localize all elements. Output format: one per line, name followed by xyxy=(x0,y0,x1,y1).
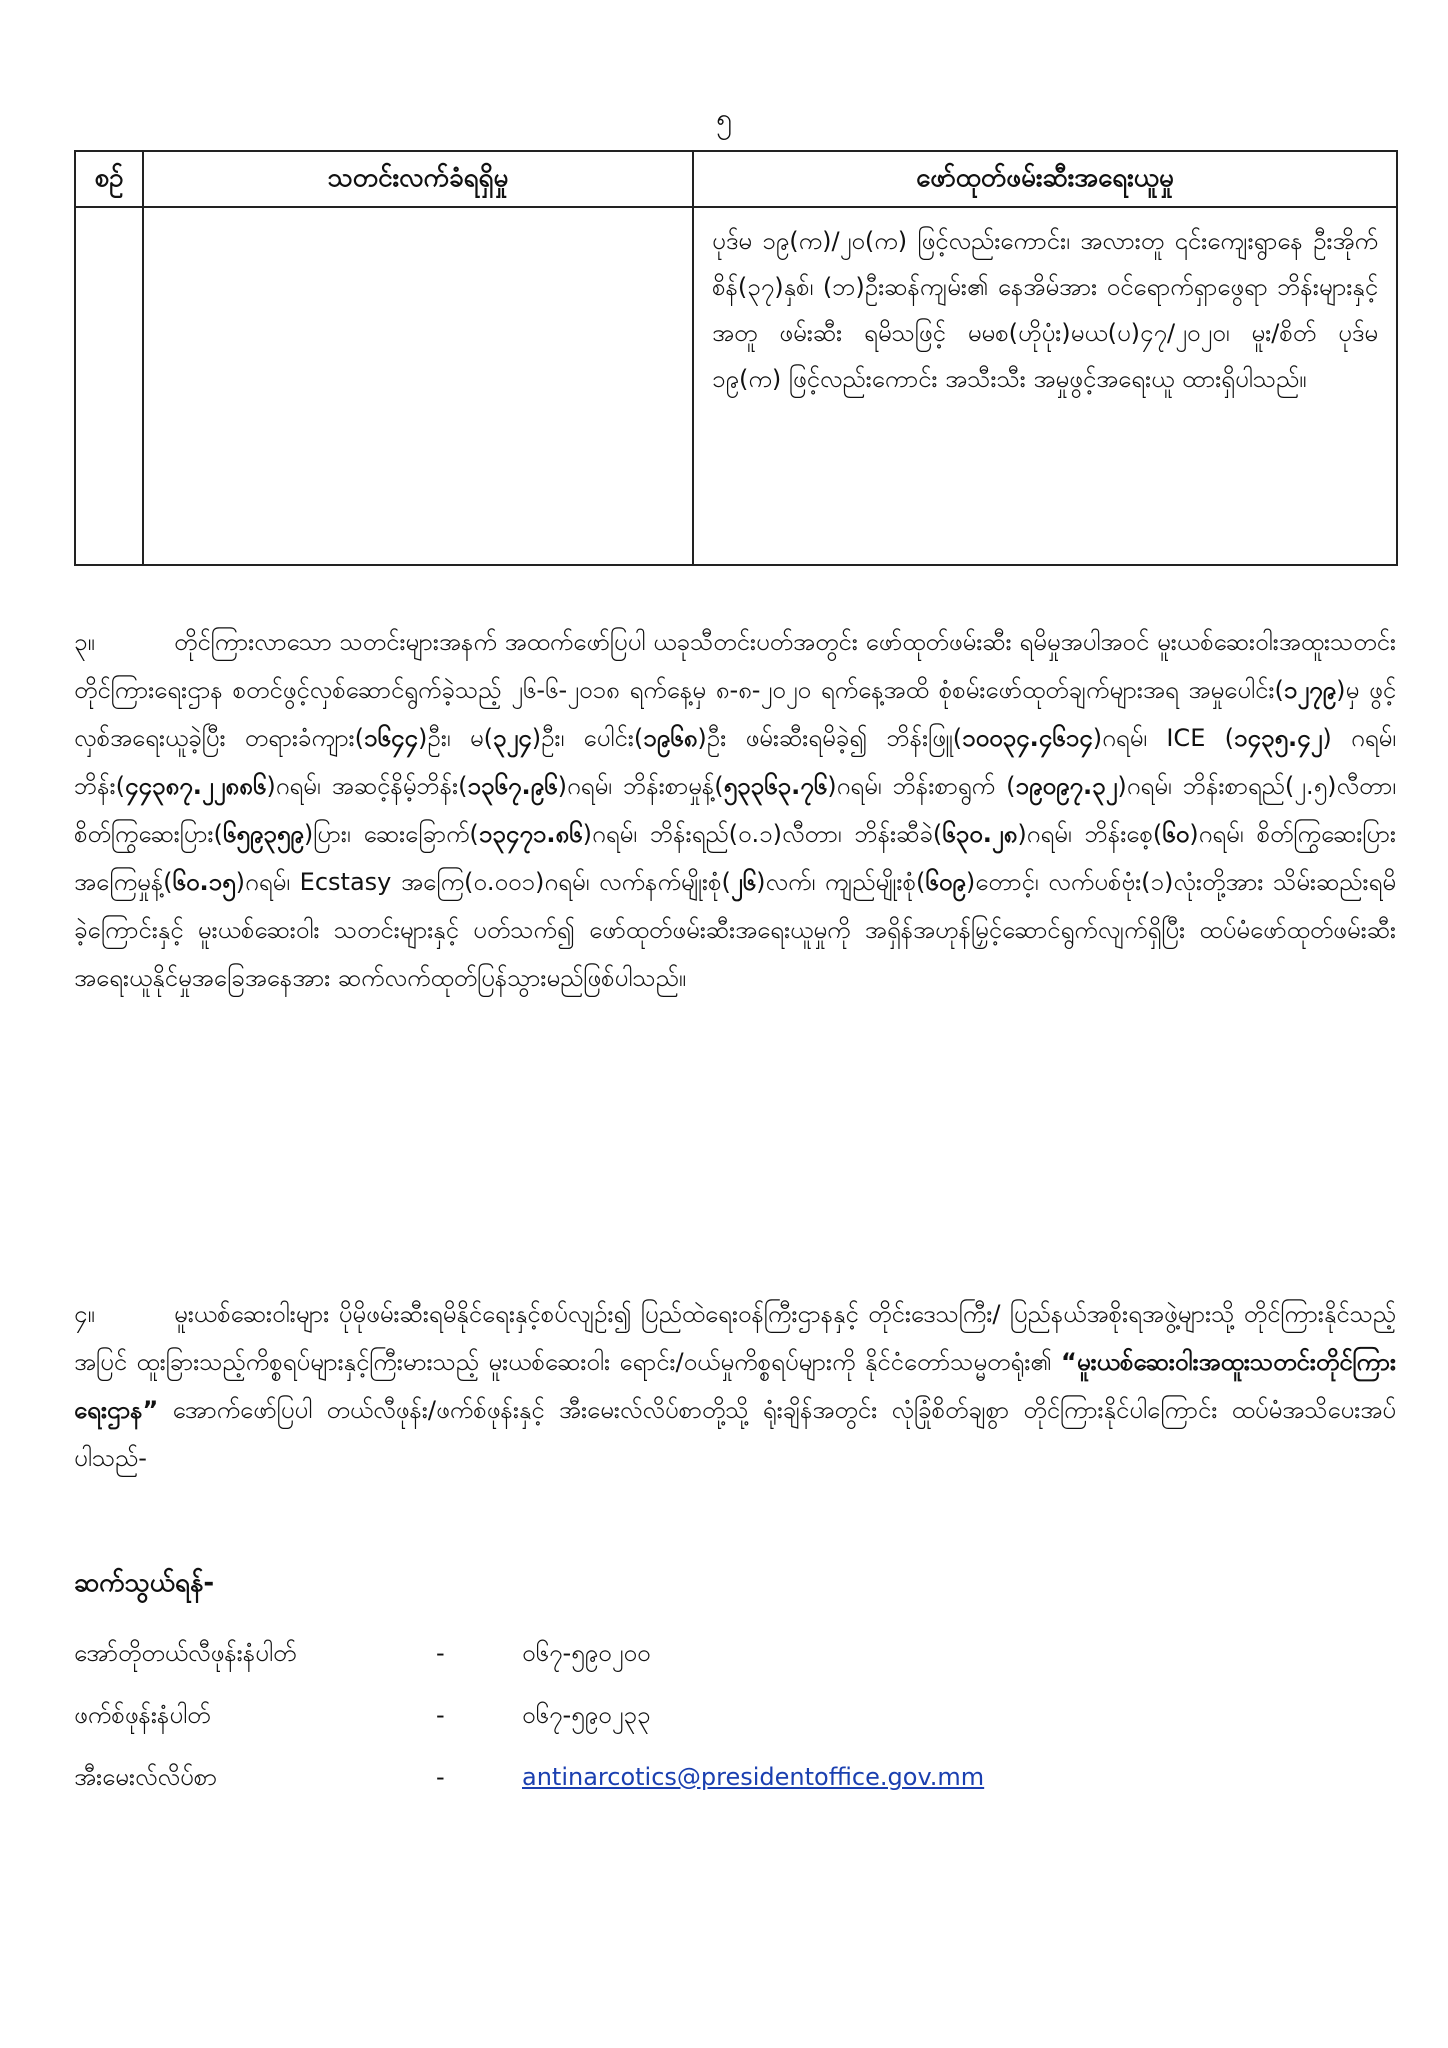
heroin-value: ၁၀၀၃၄.၄၆၁၄ xyxy=(962,724,1093,752)
paragraph-3-text: )ဦး၊ မ( xyxy=(418,724,493,752)
paragraph-3-text: ) ဂရမ်၊ ဘိန်း( xyxy=(74,724,1397,800)
marijuana-value: ၁၃၄၇၁.၈၆ xyxy=(478,820,583,848)
paragraph-3-text: )ဂရမ်၊ ဘိန်းစာရွက် ( xyxy=(827,772,1016,800)
phone-number: ၀၆၇-၅၉၀၂၀၀ xyxy=(522,1639,651,1667)
opium-value: ၄၄၃၈၇.၂၂၈၈၆ xyxy=(125,772,267,800)
contact-dash: - xyxy=(436,1701,445,1729)
contact-row-fax xyxy=(74,1690,1396,1740)
opium-powder-value: ၅၃၃၆၃.၇၆ xyxy=(723,772,828,800)
table-row xyxy=(75,207,1397,565)
page-number: ၅ xyxy=(716,102,732,135)
ice-value: ၁၄၃၅.၄၂ xyxy=(1233,724,1323,752)
paragraph-3-text: )ဂရမ်၊ ဘိန်းစေ့( xyxy=(1017,820,1163,848)
paragraph-4-number: ၄။ xyxy=(74,1300,95,1328)
paragraph-4 xyxy=(74,1290,1396,1482)
paragraph-3-text: )ဂရမ်၊ ICE ( xyxy=(1092,724,1234,752)
total-offenders-value: ၁၉၆၈ xyxy=(643,724,698,752)
cell-information-received xyxy=(143,207,693,565)
stimulant-tablets-value: ၆၅၉၃၅၉ xyxy=(222,820,304,848)
female-offenders-value: ၃၂၄ xyxy=(492,724,532,752)
paragraph-3-text: )လက်၊ ကျည်မျိုးစုံ( xyxy=(756,868,926,896)
header-information-received: သတင်းလက်ခံရရှိမှု xyxy=(143,151,693,207)
paragraph-3-text: )ဂရမ်၊ အဆင့်နိမ့်ဘိန်း( xyxy=(266,772,468,800)
contact-heading: ဆက်သွယ်ရန်- xyxy=(74,1568,215,1598)
paragraph-3-text: )ပြား၊ ဆေးခြောက်( xyxy=(303,820,479,848)
total-cases-value: ၁၂၇၉ xyxy=(1283,676,1337,704)
paragraph-3-text: )ဦး ဖမ်းဆီးရမိခဲ့၍ ဘိန်းဖြူ( xyxy=(697,724,963,752)
bullets-value: ၆၀၉ xyxy=(925,868,966,896)
contact-row-phone xyxy=(74,1628,1396,1678)
low-grade-opium-value: ၁၃၆၇.၉၆ xyxy=(467,772,558,800)
male-offenders-value: ၁၆၄၄ xyxy=(364,724,419,752)
poppy-seed-value: ၆၀ xyxy=(1162,820,1190,848)
contact-dash: - xyxy=(436,1639,445,1667)
opium-leaf-value: ၁၉၀၉၇.၃၂ xyxy=(1015,772,1118,800)
paragraph-3-text: )ဂရမ်၊ Ecstasy အကြေ(၀.၀၀၁)ဂရမ်၊ လက်နက်မျိုးစုံ( xyxy=(235,868,731,896)
cell-action-taken: ပုဒ်မ ၁၉(က)/၂၀(က) ဖြင့်လည်းကောင်း၊ အလားတူ ၎င်းကျေးရွာနေ ဦးအိုက်စိန်(၃၇)နှစ်၊ (ဘ)ဦးဆန်ကျမ်း၏ နေအိမ်အား ဝင်ရောက်ရှာဖွေရာ ဘိန်းများနှင့်အတူ ဖမ်းဆီး ရမိသဖြင့် မမစ(ဟိုပုံး)မယ(ပ)၄၇/၂၀၂၀၊ မူး/စိတ် ပုဒ်မ ၁၉(က) ဖြင့်လည်းကောင်း အသီးသီး အမှုဖွင့်အရေးယူ ထားရှိပါသည်။ xyxy=(693,207,1397,565)
contact-dash: - xyxy=(436,1763,445,1791)
contact-row-email xyxy=(74,1752,1396,1802)
email-link[interactable]: antinarcotics@presidentoffice.gov.mm xyxy=(522,1763,985,1791)
paragraph-3-text: )ဂရမ်၊ စိတ်ကြွဆေးပြားအကြေမှုန့်( xyxy=(74,820,1397,896)
contact-label: အီးမေးလ်လိပ်စာ xyxy=(74,1763,218,1791)
opium-oil-value: ၆၃၀.၂၈ xyxy=(942,820,1018,848)
paragraph-3-text: )ဂရမ်၊ ဘိန်းစာမှုန့်( xyxy=(557,772,724,800)
stimulant-powder-value: ၆၀.၁၅ xyxy=(172,868,236,896)
header-serial-no: စဉ် xyxy=(75,151,143,207)
cell-serial-no xyxy=(75,207,143,565)
contact-label: ဖက်စ်ဖုန်းနံပါတ် xyxy=(74,1701,211,1729)
table-header-row xyxy=(75,151,1397,207)
header-action-taken: ဖော်ထုတ်ဖမ်းဆီးအရေးယူမှု xyxy=(693,151,1397,207)
paragraph-4-text: အောက်ဖော်ပြပါ တယ်လီဖုန်း/ဖက်စ်ဖုန်းနှင့် အီးမေးလ်လိပ်စာတို့သို့ ရုံးချိန်အတွင်း လုံခြုံစိတ်ချစွာ တိုင်ကြားနိုင်ပါကြောင်း ထပ်မံအသိပေးအပ်ပါသည်- xyxy=(74,1396,1396,1472)
findings-table xyxy=(74,150,1398,566)
paragraph-4-text: မူးယစ်ဆေးဝါးများ ပိုမိုဖမ်းဆီးရမိနိုင်ရေးနှင့်စပ်လျဉ်း၍ ပြည်ထဲရေးဝန်ကြီးဌာနနှင့် တိုင်းဒေသကြီး/ ပြည်နယ်အစိုးရအဖွဲ့များသို့ တိုင်ကြားနိုင်သည့်အပြင် ထူးခြားသည့်ကိစ္စရပ်များနှင့်ကြီးမားသည့် မူးယစ်ဆေးဝါး ရောင်း/ဝယ်မှုကိစ္စရပ်များကို နိုင်ငံတော်သမ္မတရုံး၏ xyxy=(74,1300,1396,1376)
paragraph-3-text: )တောင့်၊ လက်ပစ်ဗုံး(၁)လုံးတို့အား သိမ်းဆည်းရမိခဲ့ကြောင်းနှင့် မူးယစ်ဆေးဝါး သတင်းများနှင့် ပတ်သက်၍ ဖော်ထုတ်ဖမ်းဆီးအရေးယူမှုကို အရှိန်အဟုန်မြှင့်ဆောင်ရွက်လျက်ရှိပြီး ထပ်မံဖော်ထုတ်ဖမ်းဆီး အရေးယူနိုင်မှုအခြေအနေအား ဆက်လက်ထုတ်ပြန်သွားမည်ဖြစ်ပါသည်။ xyxy=(74,868,1397,992)
weapons-value: ၂၆ xyxy=(730,868,757,896)
paragraph-3-text: )မှ ဖွင့်လှစ်အရေးယူခဲ့ပြီး တရားခံကျား( xyxy=(74,676,1396,752)
paragraph-3-text: )ဂရမ်၊ ဘိန်းစာရည်(၂.၅)လီတာ၊ စိတ်ကြွဆေးပြား( xyxy=(74,772,1396,848)
paragraph-3-text: )ဂရမ်၊ ဘိန်းရည်(၀.၁)လီတာ၊ ဘိန်းဆီခဲ( xyxy=(582,820,943,848)
paragraph-3-text: တိုင်ကြားလာသော သတင်းများအနက် အထက်ဖော်ပြပါ ယခုသီတင်းပတ်အတွင်း ဖော်ထုတ်ဖမ်းဆီး ရမိမှုအပါအဝင် မူးယစ်ဆေးဝါးအထူးသတင်းတိုင်ကြားရေးဌာန စတင်ဖွင့်လှစ်ဆောင်ရွက်ခဲ့သည့် ၂၆-၆-၂၀၁၈ ရက်နေ့မှ ၈-၈-၂၀၂၀ ရက်နေ့အထိ စုံစမ်းဖော်ထုတ်ချက်များအရ အမှုပေါင်း( xyxy=(74,628,1396,704)
paragraph-3-number: ၃။ xyxy=(74,628,95,656)
contact-label: အော်တိုတယ်လီဖုန်းနံပါတ် xyxy=(74,1639,297,1667)
paragraph-3-text: )ဦး၊ ပေါင်း( xyxy=(531,724,644,752)
department-name: “မူးယစ်ဆေးဝါးအထူးသတင်းတိုင်ကြားရေးဌာန” xyxy=(74,1348,1396,1424)
fax-number: ၀၆၇-၅၉၀၂၃၃ xyxy=(522,1701,651,1729)
paragraph-3 xyxy=(74,618,1396,1002)
